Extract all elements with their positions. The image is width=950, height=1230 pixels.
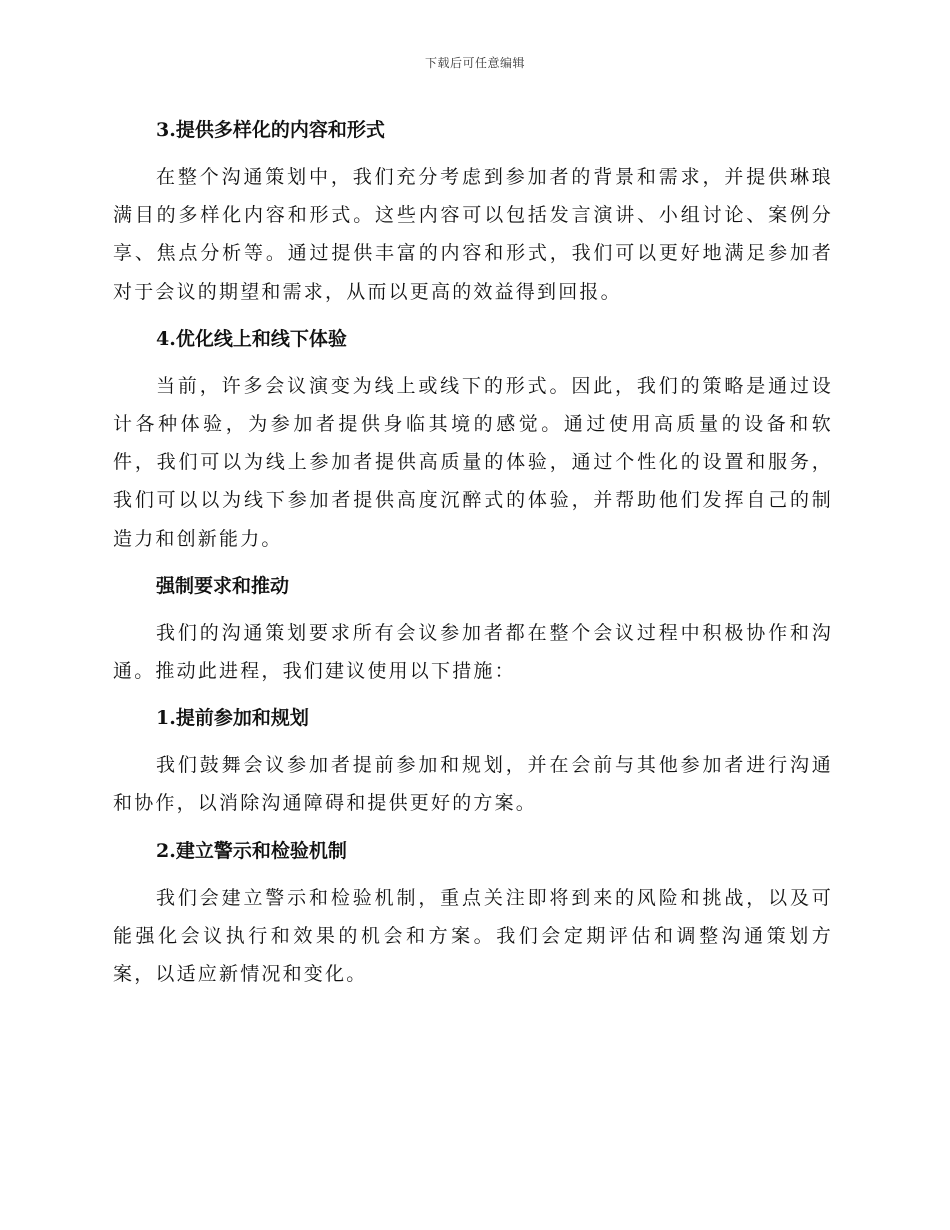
section-paragraph-4: 当前，许多会议演变为线上或线下的形式。因此，我们的策略是通过设计各种体验，为参加者提供身临其境的感觉。通过使用高质量的设备和软件，我们可以为线上参加者提供高质量的体验，通过个性化的设置和服务，我们可以以为线下参加者提供高度沉醉式的体验，并帮助他们发挥自己的制造力和创新能力。 [113, 374, 833, 550]
section-heading-3: 3.提供多样化的内容和形式 [156, 119, 385, 141]
section-heading-1: 1.提前参加和规划 [156, 707, 309, 730]
section-paragraph-3: 在整个沟通策划中，我们充分考虑到参加者的背景和需求，并提供琳琅满目的多样化内容和形式。这些内容可以包括发言演讲、小组讨论、案例分享、焦点分析等。通过提供丰富的内容和形式，我们可以更好地满足参加者对于会议的期望和需求，从而以更高的效益得到回报。 [113, 166, 833, 303]
section-paragraph-2: 我们会建立警示和检验机制，重点关注即将到来的风险和挑战，以及可能强化会议执行和效果的机会和方案。我们会定期评估和调整沟通策划方案，以适应新情况和变化。 [113, 886, 833, 986]
section-heading-mandatory: 强制要求和推动 [156, 574, 290, 597]
section-heading-4: 4.优化线上和线下体验 [156, 327, 347, 350]
page-header: 下载后可任意编辑 [424, 56, 525, 70]
document-body [113, 112, 833, 1003]
section-paragraph-mandatory: 我们的沟通策划要求所有会议参加者都在整个会议过程中积极协作和沟通。推动此进程，我们建议使用以下措施： [113, 621, 833, 683]
section-paragraph-1: 我们鼓舞会议参加者提前参加和规划，并在会前与其他参加者进行沟通和协作，以消除沟通障碍和提供更好的方案。 [113, 754, 833, 815]
section-heading-2: 2.建立警示和检验机制 [156, 839, 347, 862]
